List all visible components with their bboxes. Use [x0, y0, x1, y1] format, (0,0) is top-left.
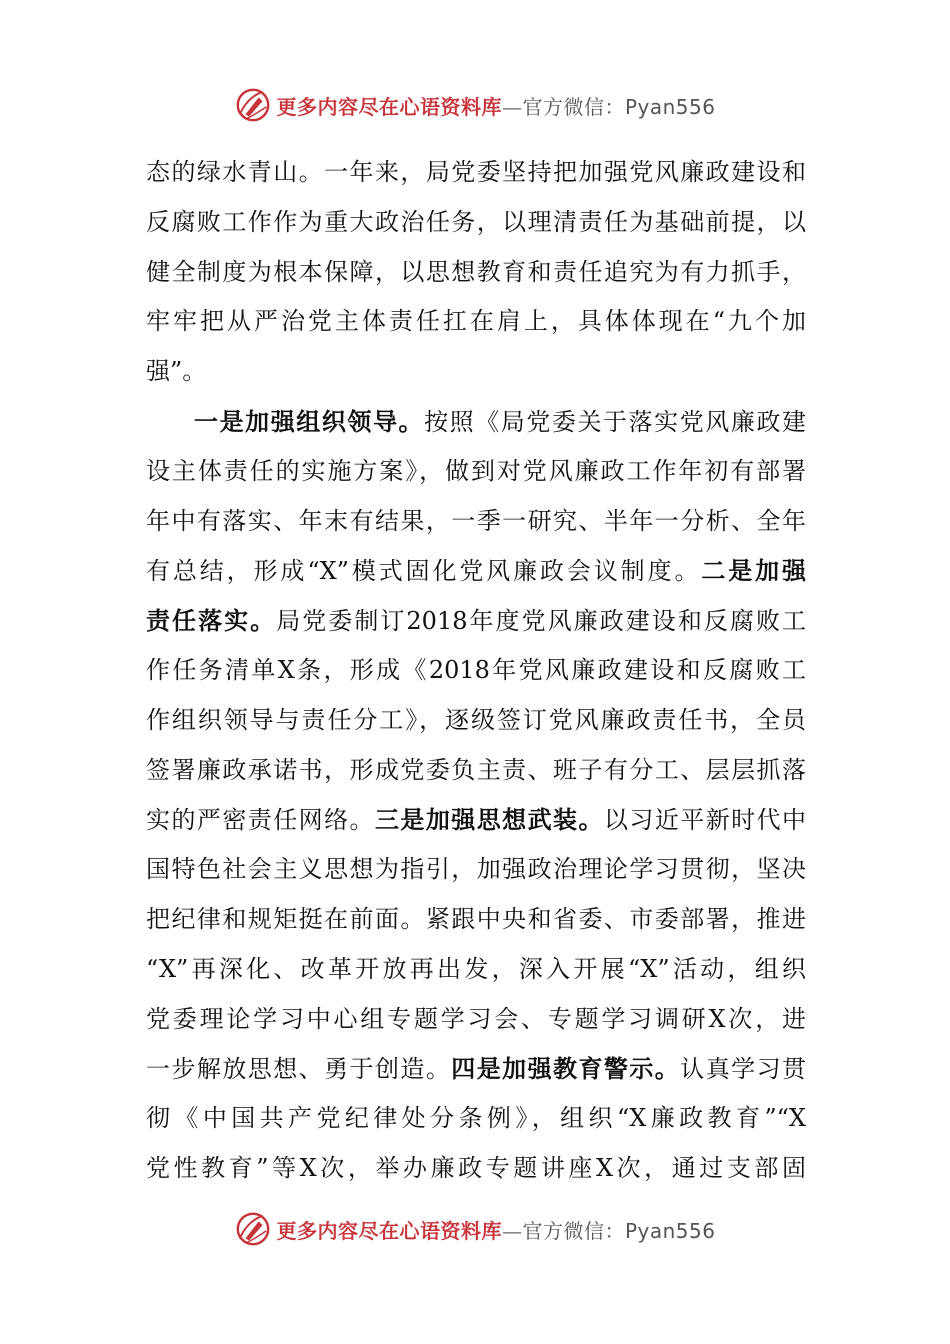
text-line: 责任落实。局党委制订2018年度党风廉政建设和反腐败工: [146, 606, 807, 636]
text-line: 作任务清单X条，形成《2018年党风廉政建设和反腐败工: [146, 655, 806, 684]
bold-heading: 三是加强思想武装。: [374, 805, 604, 835]
text-line: 年中有落实、年末有结果，一季一研究、半年一分析、全年: [146, 506, 806, 535]
bold-heading: 责任落实。: [146, 606, 277, 636]
bold-heading: 二是加强: [701, 556, 807, 586]
text-line: 作组织领导与责任分工》，逐级签订党风廉政责任书，全员: [146, 705, 806, 734]
text-line: “X”再深化、改革开放再出发，深入开展“X”活动，组织: [146, 954, 806, 983]
banner-wechat: 官方微信：Pyan556: [522, 1218, 716, 1243]
text-line: 强”。: [146, 357, 207, 386]
text-line: 设主体责任的实施方案》，做到对党风廉政工作年初有部署: [146, 456, 806, 485]
text-line: 实的严密责任网络。三是加强思想武装。以习近平新时代中: [146, 805, 807, 835]
text-line: 党委理论学习中心组专题学习会、专题学习调研X次，进: [146, 1004, 806, 1033]
text-line: 有总结，形成“X”模式固化党风廉政会议制度。二是加强: [146, 556, 807, 586]
banner-wechat: 官方微信：Pyan556: [522, 94, 716, 119]
banner-dash: —: [501, 94, 523, 119]
text-line: 反腐败工作作为重大政治任务，以理清责任为基础前提，以: [146, 207, 806, 236]
text-line: 把纪律和规矩挺在前面。紧跟中央和省委、市委部署，推进: [146, 904, 806, 933]
banner-dash: —: [501, 1218, 523, 1243]
banner-title: 更多内容尽在心语资料库: [276, 94, 502, 119]
text-line: 签署廉政承诺书，形成党委负主责、班子有分工、层层抓落: [146, 755, 806, 784]
pen-nib-circle-icon: [234, 86, 272, 124]
pen-nib-circle-icon: [234, 1210, 272, 1248]
bold-heading: 一是加强组织领导。: [194, 406, 425, 436]
footer-banner: [0, 1204, 950, 1254]
document-body: [146, 148, 806, 1194]
text-line: 国特色社会主义思想为指引，加强政治理论学习贯彻，坚决: [146, 855, 806, 884]
text-line: 一步解放思想、勇于创造。四是加强教育警示。认真学习贯: [146, 1054, 807, 1084]
text-line: 健全制度为根本保障，以思想教育和责任追究为有力抓手，: [146, 257, 806, 286]
bold-heading: 四是加强教育警示。: [451, 1054, 681, 1084]
banner-title: 更多内容尽在心语资料库: [276, 1218, 502, 1243]
text-line: 一是加强组织领导。按照《局党委关于落实党风廉政建: [194, 406, 807, 436]
header-banner: [0, 80, 950, 130]
text-line: 牢牢把从严治党主体责任扛在肩上，具体体现在“九个加: [146, 307, 806, 336]
text-line: 党性教育”等X次，举办廉政专题讲座X次，通过支部固: [146, 1153, 806, 1182]
text-line: 态的绿水青山。一年来，局党委坚持把加强党风廉政建设和: [146, 158, 806, 186]
text-line: 彻《中国共产党纪律处分条例》，组织“X廉政教育”“X: [146, 1104, 806, 1133]
